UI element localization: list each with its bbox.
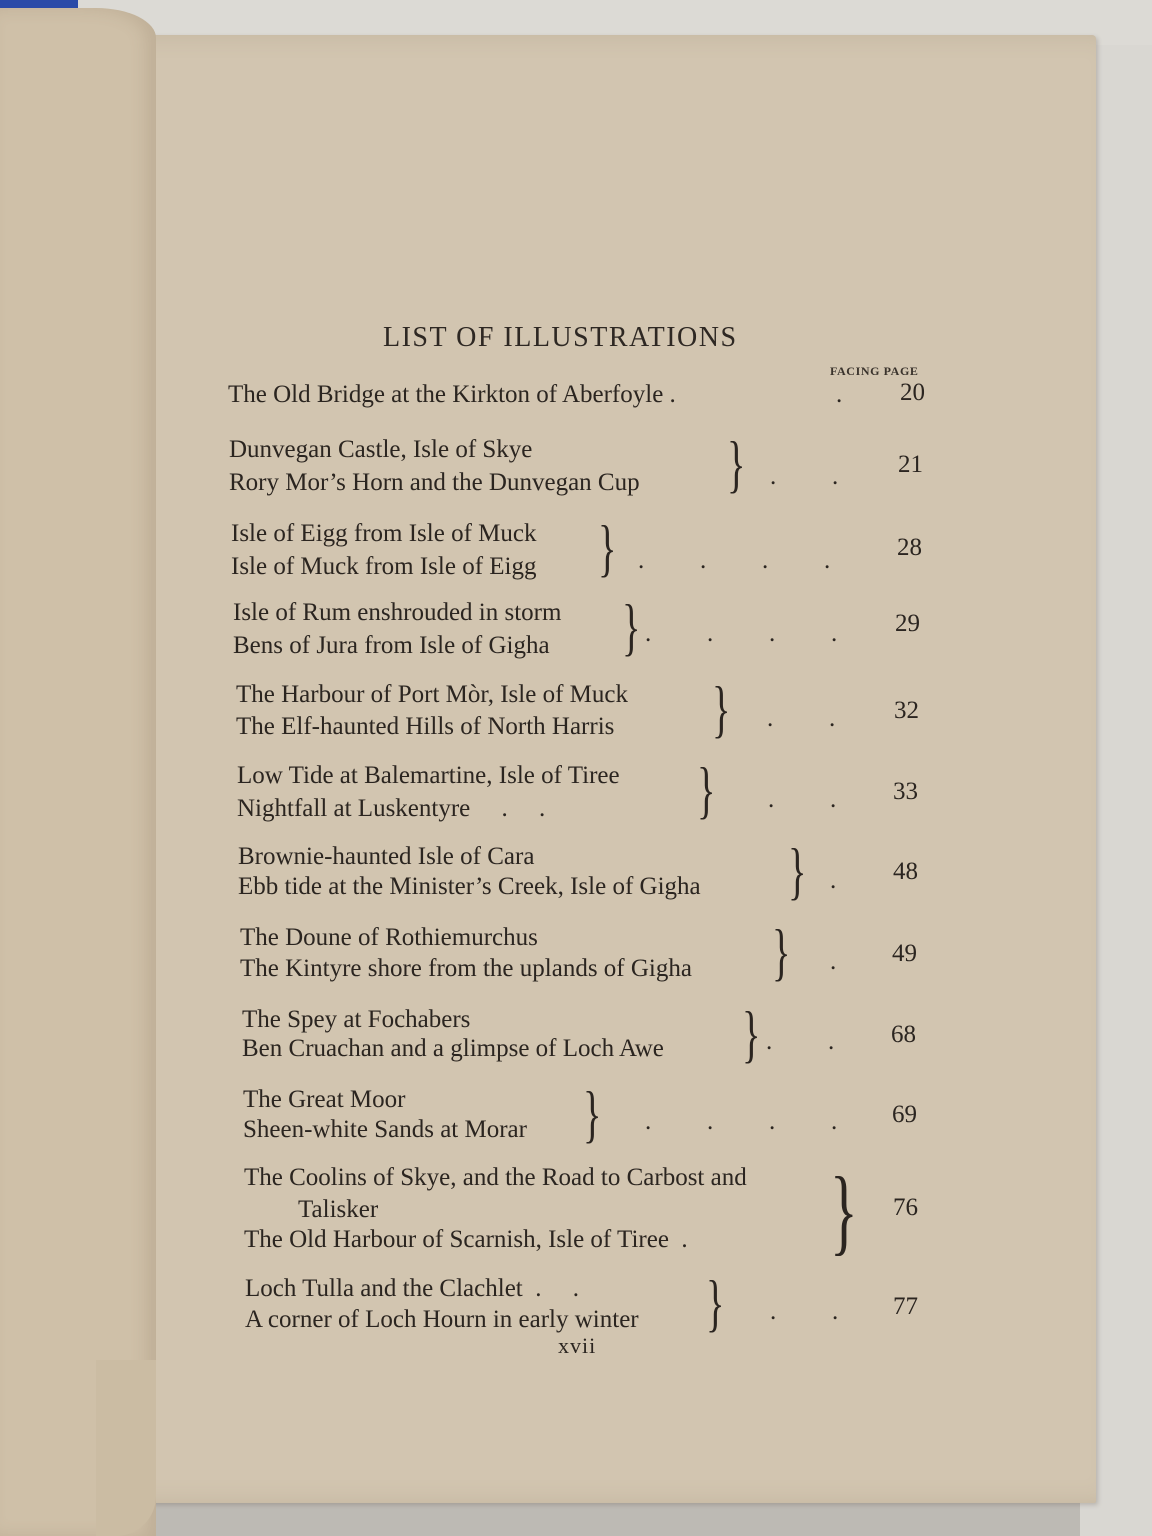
brace: } <box>706 1267 725 1338</box>
entry-title: The Kintyre shore from the uplands of Gigha <box>240 955 692 982</box>
entry-title: Ebb tide at the Minister’s Creek, Isle of Gigha <box>238 873 701 900</box>
entry-title: The Old Bridge at the Kirkton of Aberfoyle . <box>228 381 676 408</box>
brace: } <box>830 1157 858 1264</box>
leader-dots: . . <box>770 463 839 490</box>
page-number: 77 <box>893 1293 918 1320</box>
entry-title: Low Tide at Balemartine, Isle of Tiree <box>237 762 620 789</box>
page-number: 29 <box>895 610 920 637</box>
brace: } <box>727 428 746 499</box>
leader-dots: . . <box>766 1028 835 1055</box>
entry-title: Sheen-white Sands at Morar <box>243 1116 527 1143</box>
entry-title: Talisker <box>298 1196 379 1223</box>
page-number: 69 <box>892 1101 917 1128</box>
brace: } <box>742 998 761 1069</box>
entry-title: The Doune of Rothiemurchus <box>240 924 538 951</box>
entry-title: Nightfall at Luskentyre . . <box>237 795 546 822</box>
brace: } <box>622 591 641 662</box>
brace: } <box>583 1078 602 1149</box>
page-title: LIST OF ILLUSTRATIONS <box>383 322 738 353</box>
entry-title: Isle of Rum enshrouded in storm <box>233 599 562 626</box>
entry-title: The Coolins of Skye, and the Road to Carbost and <box>244 1164 747 1191</box>
page-number: 76 <box>893 1194 918 1221</box>
leader-dots: . <box>836 381 843 408</box>
brace: } <box>772 916 791 987</box>
entry-title: Loch Tulla and the Clachlet . . <box>245 1275 579 1302</box>
leader-dots: . <box>830 867 837 894</box>
entry-title: The Elf-haunted Hills of North Harris <box>236 713 615 740</box>
page-number: 33 <box>893 778 918 805</box>
entry-title: The Old Harbour of Scarnish, Isle of Tiree . <box>244 1226 688 1253</box>
brace: } <box>598 512 617 583</box>
page-folio: xvii <box>558 1333 597 1358</box>
page-number: 48 <box>893 858 918 885</box>
brace: } <box>788 835 807 906</box>
facing-page-column-label: FACING PAGE <box>830 364 919 378</box>
leader-dots: . . . . <box>645 1108 838 1135</box>
entry-title: Isle of Muck from Isle of Eigg <box>231 553 537 580</box>
leader-dots: . . . . <box>645 620 838 647</box>
page-number: 68 <box>891 1021 916 1048</box>
entry-title: Dunvegan Castle, Isle of Skye <box>229 436 533 463</box>
entry-title: The Harbour of Port Mòr, Isle of Muck <box>236 681 628 708</box>
page-number: 32 <box>894 697 919 724</box>
entry-title: Bens of Jura from Isle of Gigha <box>233 632 550 659</box>
page-number: 28 <box>897 534 922 561</box>
leader-dots: . . . . <box>638 547 831 574</box>
entry-title: The Spey at Fochabers <box>242 1006 471 1033</box>
page-number: 21 <box>898 451 923 478</box>
entry-title: The Great Moor <box>243 1086 406 1113</box>
page-number: 49 <box>892 940 917 967</box>
entry-title: A corner of Loch Hourn in early winter <box>245 1306 639 1333</box>
brace: } <box>697 754 716 825</box>
entry-title: Rory Mor’s Horn and the Dunvegan Cup <box>229 469 640 496</box>
leader-dots: . . <box>770 1298 839 1325</box>
leader-dots: . . <box>767 705 836 732</box>
leader-dots: . . <box>768 786 837 813</box>
brace: } <box>712 673 731 744</box>
entry-title: Brownie-haunted Isle of Cara <box>238 843 535 870</box>
leader-dots: . <box>830 948 837 975</box>
entry-title: Ben Cruachan and a glimpse of Loch Awe <box>242 1035 664 1062</box>
page-number: 20 <box>900 379 925 406</box>
entry-title: Isle of Eigg from Isle of Muck <box>231 520 537 547</box>
